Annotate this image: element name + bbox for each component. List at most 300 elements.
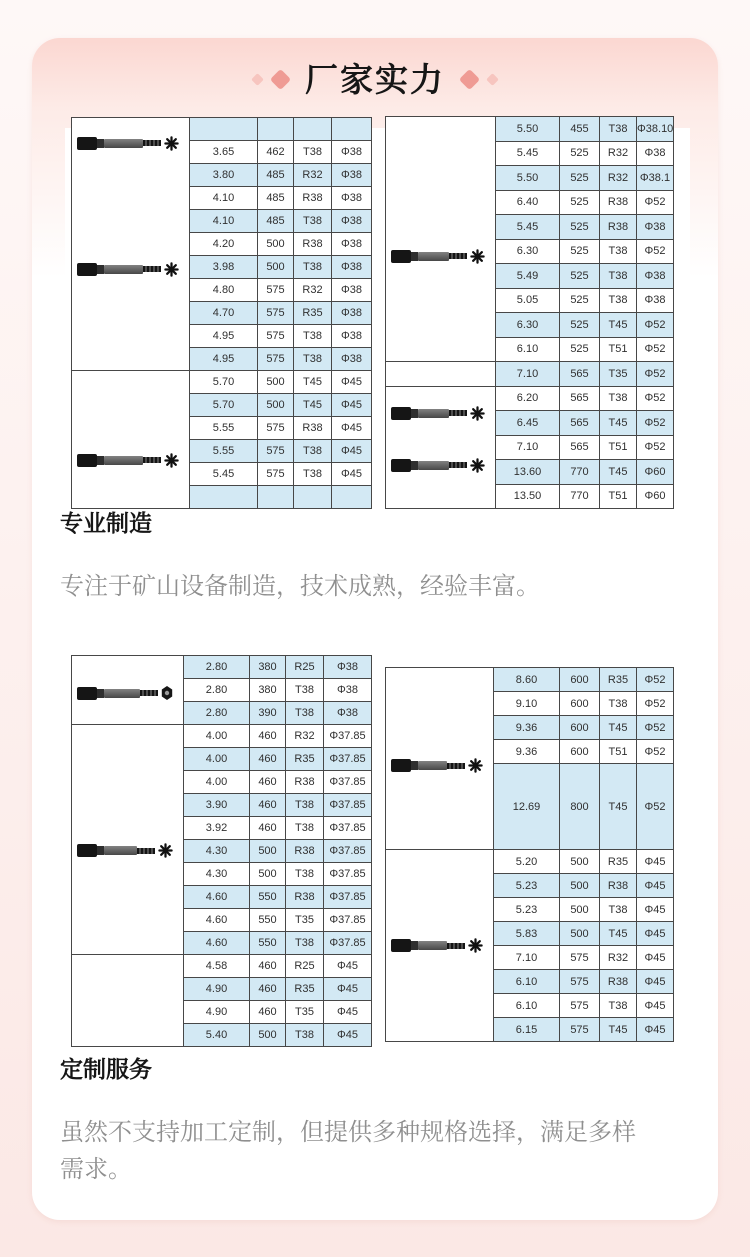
star-end-icon [164, 262, 179, 277]
rod-shaft [418, 461, 449, 470]
spec-cell: 575 [258, 348, 294, 371]
spec-cell: 5.83 [494, 922, 560, 946]
spec-cell: 525 [560, 190, 600, 215]
spec-cell: Φ45 [637, 898, 674, 922]
spec-cell: 500 [250, 1024, 286, 1047]
spec-cell: Φ45 [637, 970, 674, 994]
rod-head [77, 687, 97, 700]
spec-cell: 4.90 [184, 1001, 250, 1024]
hex-end-icon [161, 686, 173, 700]
rod-photo-cell [72, 371, 190, 509]
spec-cell: Φ38 [332, 302, 372, 325]
spec-cell: 4.00 [184, 748, 250, 771]
spec-cell: Φ45 [324, 978, 372, 1001]
rod-photo-cell [72, 656, 184, 725]
spec-cell: 5.20 [494, 850, 560, 874]
rod-photo-cell [72, 955, 184, 1047]
spec-cell [294, 486, 332, 509]
drill-rod-image [77, 452, 179, 468]
table-row [72, 656, 372, 679]
spec-cell: Φ52 [637, 239, 674, 264]
spec-cell: 500 [560, 898, 600, 922]
spec-table-left [71, 117, 371, 509]
rod-head [391, 759, 411, 772]
spec-cell: T35 [600, 362, 637, 387]
rod-tip [143, 140, 161, 146]
rod-photo-cell [72, 118, 190, 371]
spec-cell: Φ37.85 [324, 794, 372, 817]
spec-cell: 770 [560, 484, 600, 509]
rod-head [77, 263, 97, 276]
spec-cell: 13.50 [496, 484, 560, 509]
spec-cell: T38 [294, 440, 332, 463]
spec-cell: 380 [250, 679, 286, 702]
table-row [72, 725, 372, 748]
spec-cell: Φ38 [637, 141, 674, 166]
spec-cell: 4.00 [184, 771, 250, 794]
table-row [386, 362, 674, 387]
spec-cell: T45 [600, 764, 637, 850]
spec-cell: 5.70 [190, 394, 258, 417]
spec-cell: 13.60 [496, 460, 560, 485]
spec-cell: 500 [560, 922, 600, 946]
spec-cell: Φ45 [637, 994, 674, 1018]
spec-cell [332, 486, 372, 509]
spec-cell: 575 [560, 1018, 600, 1042]
rod-photo-cell [386, 386, 496, 509]
star-end-icon [164, 453, 179, 468]
spec-cell: Φ52 [637, 435, 674, 460]
spec-cell: 5.50 [496, 166, 560, 191]
spec-cell: T38 [600, 692, 637, 716]
spec-cell: 575 [258, 325, 294, 348]
drill-rod-image [77, 261, 179, 277]
rod-tip [140, 690, 158, 696]
spec-cell: 525 [560, 313, 600, 338]
table-row [386, 668, 674, 692]
rod-tip [449, 410, 467, 416]
spec-cell: Φ38 [332, 279, 372, 302]
spec-cell: 4.10 [190, 210, 258, 233]
spec-cell: T51 [600, 484, 637, 509]
spec-cell: 7.10 [496, 435, 560, 460]
spec-cell: R25 [286, 955, 324, 978]
star-end-icon [470, 406, 485, 421]
spec-cell: Φ38 [324, 656, 372, 679]
spec-cell: 525 [560, 239, 600, 264]
spec-cell: Φ52 [637, 362, 674, 387]
spec-cell: 600 [560, 668, 600, 692]
drill-rod-image [391, 758, 483, 774]
spec-cell [294, 118, 332, 141]
rod-shaft [104, 139, 143, 148]
spec-cell: 2.80 [184, 656, 250, 679]
spec-cell: 6.30 [496, 239, 560, 264]
spec-cell: Φ45 [332, 394, 372, 417]
rod-tip [143, 266, 161, 272]
spec-cell: Φ52 [637, 764, 674, 850]
spec-cell: R32 [294, 164, 332, 187]
drill-rod-image [77, 135, 179, 151]
spec-cell: 4.30 [184, 840, 250, 863]
spec-cell: 462 [258, 141, 294, 164]
spec-cell: 3.65 [190, 141, 258, 164]
spec-cell: 460 [250, 978, 286, 1001]
subsection-body-custom-service: 虽然不支持加工定制，但提供多种规格选择，满足多样需求。 [60, 1119, 636, 1184]
spec-cell: R38 [294, 187, 332, 210]
spec-cell: 525 [560, 166, 600, 191]
spec-cell: R35 [286, 978, 324, 1001]
table-row [72, 118, 372, 141]
spec-cell: R32 [600, 946, 637, 970]
spec-cell: 485 [258, 164, 294, 187]
spec-cell: 600 [560, 740, 600, 764]
spec-cell: 5.49 [496, 264, 560, 289]
spec-cell: T38 [286, 863, 324, 886]
spec-cell: R35 [294, 302, 332, 325]
rod-photo-cell [72, 725, 184, 955]
spec-cell: 5.23 [494, 874, 560, 898]
spec-cell: 6.10 [494, 994, 560, 1018]
spec-cell: 460 [250, 748, 286, 771]
rod-head [391, 939, 411, 952]
spec-cell: Φ37.85 [324, 840, 372, 863]
diamond-icon-large-right [459, 69, 480, 90]
spec-cell: 4.30 [184, 863, 250, 886]
rod-head [77, 454, 97, 467]
rod-photo-cell [386, 850, 494, 1042]
spec-cell: T38 [286, 794, 324, 817]
spec-cell: 565 [560, 386, 600, 411]
spec-cell: Φ38 [332, 141, 372, 164]
spec-cell: 6.10 [496, 337, 560, 362]
spec-cell: 525 [560, 141, 600, 166]
spec-cell: 460 [250, 794, 286, 817]
spec-cell: Φ37.85 [324, 909, 372, 932]
drill-rod-image [391, 248, 485, 264]
spec-cell: Φ45 [637, 946, 674, 970]
spec-cell: R38 [294, 233, 332, 256]
spec-cell: 575 [258, 417, 294, 440]
spec-cell: 525 [560, 264, 600, 289]
star-end-icon [468, 938, 483, 953]
rod-tip [449, 253, 467, 259]
spec-cell: T38 [600, 386, 637, 411]
spec-cell: 460 [250, 725, 286, 748]
section-title: 厂家实力 [305, 61, 445, 98]
spec-cell: Φ52 [637, 692, 674, 716]
spec-cell: 3.80 [190, 164, 258, 187]
spec-cell: Φ52 [637, 411, 674, 436]
spec-cell: Φ45 [332, 417, 372, 440]
spec-cell: 5.45 [190, 463, 258, 486]
drill-rod-spec-image-2 [65, 661, 690, 1041]
spec-cell: Φ38 [332, 164, 372, 187]
drill-rod-spec-image-1 [65, 122, 690, 503]
spec-cell: Φ38.10 [637, 117, 674, 142]
spec-cell: R25 [286, 656, 324, 679]
spec-cell: Φ38 [332, 187, 372, 210]
spec-cell: Φ37.85 [324, 725, 372, 748]
spec-cell: Φ38.1 [637, 166, 674, 191]
rod-tip [137, 848, 155, 854]
spec-cell: R32 [294, 279, 332, 302]
spec-cell: 565 [560, 435, 600, 460]
spec-cell: T38 [286, 679, 324, 702]
spec-cell: 500 [560, 850, 600, 874]
spec-cell [258, 118, 294, 141]
rod-tip [447, 763, 465, 769]
spec-cell: Φ45 [637, 874, 674, 898]
spec-cell: T38 [600, 117, 637, 142]
spec-cell: Φ45 [324, 1024, 372, 1047]
spec-cell: T38 [600, 288, 637, 313]
rod-neck [97, 265, 104, 274]
table-row [386, 386, 674, 411]
spec-cell: Φ52 [637, 716, 674, 740]
spec-cell: Φ52 [637, 740, 674, 764]
spec-cell: T51 [600, 740, 637, 764]
spec-cell: 460 [250, 771, 286, 794]
spec-cell: 525 [560, 288, 600, 313]
spec-table-right [385, 116, 673, 509]
spec-cell: T38 [286, 932, 324, 955]
rod-shaft [104, 265, 143, 274]
spec-cell: Φ37.85 [324, 817, 372, 840]
table-row [72, 955, 372, 978]
spec-cell: R38 [600, 874, 637, 898]
spec-cell: Φ45 [332, 371, 372, 394]
spec-cell [190, 486, 258, 509]
spec-cell: 8.60 [494, 668, 560, 692]
spec-cell: 9.10 [494, 692, 560, 716]
spec-cell: Φ38 [332, 256, 372, 279]
spec-cell: 390 [250, 702, 286, 725]
spec-cell: 5.40 [184, 1024, 250, 1047]
spec-cell: T38 [286, 702, 324, 725]
spec-cell: 460 [250, 817, 286, 840]
spec-cell: 4.90 [184, 978, 250, 1001]
spec-cell: 550 [250, 886, 286, 909]
spec-cell: Φ37.85 [324, 863, 372, 886]
spec-cell: Φ38 [324, 702, 372, 725]
rod-head [391, 459, 411, 472]
spec-cell: T38 [294, 325, 332, 348]
spec-cell: Φ38 [332, 233, 372, 256]
spec-cell: Φ45 [637, 922, 674, 946]
star-end-icon [470, 458, 485, 473]
spec-table-right [385, 667, 673, 1042]
spec-cell: T35 [286, 909, 324, 932]
rod-neck [411, 409, 418, 418]
spec-cell: 575 [258, 302, 294, 325]
spec-cell: Φ45 [324, 955, 372, 978]
spec-cell: 500 [258, 394, 294, 417]
rod-head [77, 844, 97, 857]
spec-cell: T38 [600, 994, 637, 1018]
diamond-icon-small-right [486, 73, 499, 86]
rod-tip [449, 462, 467, 468]
spec-cell: Φ52 [637, 668, 674, 692]
section-title-row [32, 60, 718, 100]
spec-cell: Φ45 [637, 1018, 674, 1042]
spec-cell: Φ37.85 [324, 771, 372, 794]
spec-cell: R38 [600, 190, 637, 215]
rod-tip [143, 457, 161, 463]
subsection-heading-manufacturing: 专业制造 [60, 510, 152, 536]
spec-cell: R35 [600, 668, 637, 692]
rod-shaft [104, 456, 143, 465]
rod-shaft [104, 689, 140, 698]
spec-cell: 4.00 [184, 725, 250, 748]
spec-cell: 5.55 [190, 440, 258, 463]
spec-cell: R38 [286, 886, 324, 909]
spec-cell: T45 [294, 371, 332, 394]
spec-cell: Φ37.85 [324, 886, 372, 909]
rod-neck [97, 846, 104, 855]
spec-cell: 565 [560, 411, 600, 436]
spec-cell: Φ38 [637, 288, 674, 313]
spec-cell: 575 [560, 946, 600, 970]
rod-shaft [418, 761, 447, 770]
rod-head [77, 137, 97, 150]
star-end-icon [468, 758, 483, 773]
table-row [386, 850, 674, 874]
spec-cell: T35 [286, 1001, 324, 1024]
spec-cell: T45 [600, 1018, 637, 1042]
spec-cell: 6.10 [494, 970, 560, 994]
spec-cell: 4.58 [184, 955, 250, 978]
spec-cell: 575 [560, 994, 600, 1018]
spec-cell: Φ52 [637, 386, 674, 411]
spec-cell: R35 [286, 748, 324, 771]
spec-cell: 500 [258, 256, 294, 279]
spec-cell: 5.70 [190, 371, 258, 394]
spec-cell: 4.20 [190, 233, 258, 256]
spec-cell: T38 [600, 898, 637, 922]
spec-cell: T45 [600, 313, 637, 338]
spec-cell: Φ38 [332, 325, 372, 348]
drill-rod-image [391, 405, 485, 421]
spec-cell: 7.10 [494, 946, 560, 970]
spec-cell: T38 [286, 1024, 324, 1047]
spec-cell: Φ45 [332, 440, 372, 463]
spec-cell: 5.50 [496, 117, 560, 142]
spec-cell: T38 [600, 239, 637, 264]
spec-cell: 4.60 [184, 909, 250, 932]
spec-cell: R32 [600, 166, 637, 191]
spec-cell: 4.80 [190, 279, 258, 302]
spec-cell: 525 [560, 337, 600, 362]
spec-cell: 4.95 [190, 325, 258, 348]
rod-head [391, 250, 411, 263]
spec-cell: R38 [286, 840, 324, 863]
rod-tip [447, 943, 465, 949]
spec-cell: R38 [294, 417, 332, 440]
spec-cell: Φ60 [637, 484, 674, 509]
spec-cell: 500 [258, 371, 294, 394]
spec-cell: 4.70 [190, 302, 258, 325]
star-end-icon [158, 843, 173, 858]
spec-cell: T51 [600, 337, 637, 362]
spec-cell: 6.20 [496, 386, 560, 411]
drill-rod-image [391, 938, 483, 954]
drill-rod-image [77, 685, 173, 701]
spec-cell: T38 [294, 256, 332, 279]
diamond-icon-small-left [251, 73, 264, 86]
spec-cell: 575 [560, 970, 600, 994]
spec-cell: 6.15 [494, 1018, 560, 1042]
spec-cell: 2.80 [184, 679, 250, 702]
rod-photo-cell [386, 362, 496, 387]
spec-cell: 500 [258, 233, 294, 256]
spec-cell: Φ38 [324, 679, 372, 702]
spec-cell: T45 [600, 716, 637, 740]
spec-cell: Φ45 [637, 850, 674, 874]
star-end-icon [470, 249, 485, 264]
rod-neck [97, 139, 104, 148]
rod-shaft [418, 409, 449, 418]
spec-cell: R38 [286, 771, 324, 794]
spec-cell: 575 [258, 279, 294, 302]
spec-cell: 800 [560, 764, 600, 850]
spec-cell: 6.40 [496, 190, 560, 215]
spec-cell: Φ38 [332, 210, 372, 233]
spec-cell: 485 [258, 187, 294, 210]
spec-cell: 6.45 [496, 411, 560, 436]
spec-cell: 525 [560, 215, 600, 240]
spec-cell: T45 [600, 460, 637, 485]
spec-cell: 5.55 [190, 417, 258, 440]
rod-photo-cell [386, 668, 494, 850]
spec-cell: 565 [560, 362, 600, 387]
spec-cell: Φ37.85 [324, 932, 372, 955]
rod-photo-cell [386, 117, 496, 362]
subsection-body-manufacturing: 专注于矿山设备制造，技术成熟，经验丰富。 [60, 573, 540, 600]
spec-cell: 6.30 [496, 313, 560, 338]
spec-cell: Φ45 [332, 463, 372, 486]
spec-cell: 9.36 [494, 740, 560, 764]
spec-cell: R35 [600, 850, 637, 874]
spec-cell: R32 [286, 725, 324, 748]
spec-cell: 600 [560, 716, 600, 740]
drill-rod-image [391, 457, 485, 473]
spec-cell: T51 [600, 435, 637, 460]
spec-cell: 455 [560, 117, 600, 142]
spec-cell [332, 118, 372, 141]
spec-cell: Φ38 [637, 215, 674, 240]
rod-neck [97, 456, 104, 465]
spec-cell: 4.60 [184, 886, 250, 909]
spec-cell: 4.10 [190, 187, 258, 210]
spec-cell: T38 [294, 210, 332, 233]
spec-cell: 4.60 [184, 932, 250, 955]
spec-cell: R32 [600, 141, 637, 166]
rod-shaft [104, 846, 137, 855]
rod-shaft [418, 252, 449, 261]
table-row [386, 117, 674, 142]
diamond-icon-large-left [270, 69, 291, 90]
spec-cell: T38 [600, 264, 637, 289]
spec-cell: 575 [258, 440, 294, 463]
spec-cell: T38 [294, 141, 332, 164]
spec-cell: 550 [250, 909, 286, 932]
spec-cell: 3.98 [190, 256, 258, 279]
spec-cell: Φ38 [637, 264, 674, 289]
spec-cell: Φ60 [637, 460, 674, 485]
spec-cell: 575 [258, 463, 294, 486]
spec-cell: 5.45 [496, 215, 560, 240]
